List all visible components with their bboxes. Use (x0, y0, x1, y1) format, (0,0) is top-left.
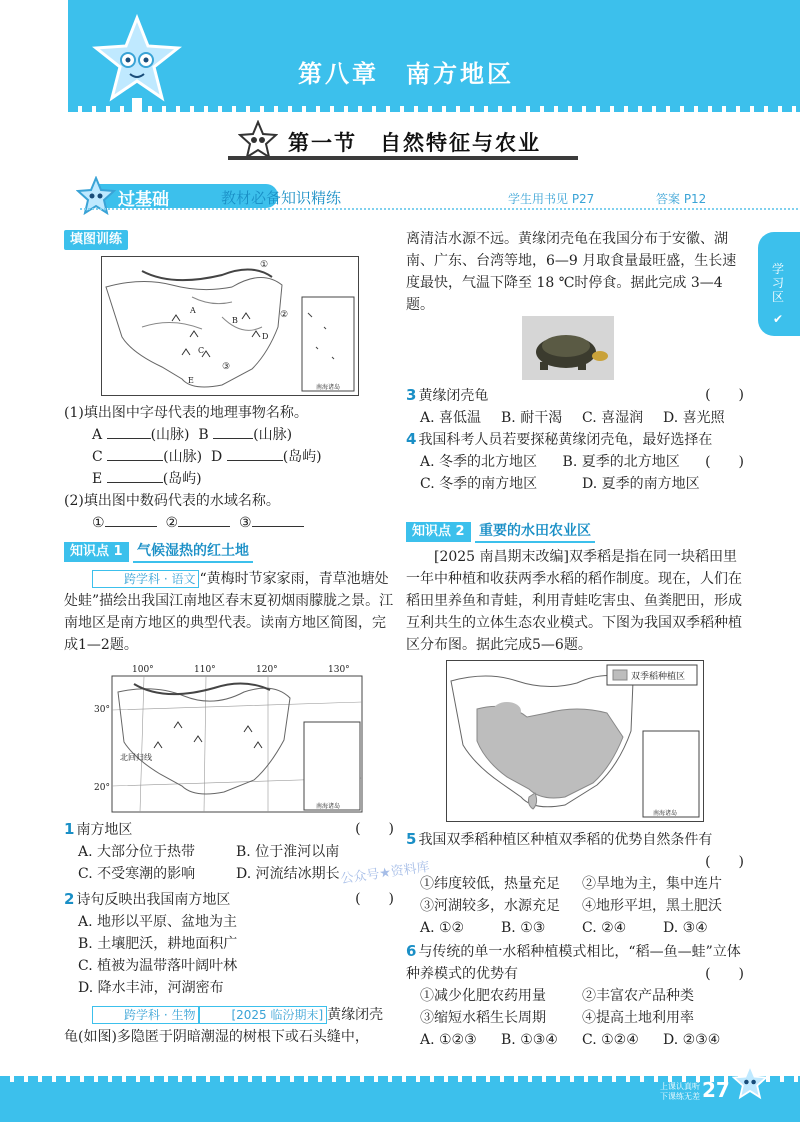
q1-item-b-blank[interactable] (213, 438, 253, 439)
basics-banner (76, 184, 726, 212)
map-point-3: ③ (222, 362, 231, 372)
q3-option-b[interactable]: B. 耐干渴 (501, 410, 563, 426)
question-2 (64, 888, 394, 999)
q6-option-a[interactable]: A. ①②③ (420, 1032, 477, 1048)
q2-option-d[interactable]: D. 降水丰沛，河湖密布 (78, 980, 224, 996)
q3-option-a[interactable]: A. 喜低温 (420, 410, 482, 426)
q1-answer-paren[interactable]: ( ) (355, 821, 394, 837)
q5-statement-1: ①纬度较低，热量充足 (420, 876, 560, 892)
q1-item-e-letter: E (92, 471, 103, 487)
q2-blank-2[interactable] (178, 526, 230, 527)
kp1-intro-text (64, 568, 394, 656)
q5-statement-2: ②旱地为主，集中连片 (582, 876, 722, 892)
map-point-2: ② (280, 310, 289, 320)
q2-item-1: ① (92, 515, 105, 531)
turtle-passage-left (64, 1004, 394, 1048)
turtle-source-tag: [2025 临汾期末] (199, 1006, 327, 1024)
q1-option-a[interactable]: A. 大部分位于热带 (78, 844, 196, 860)
fill-map-q2: (2)填出图中数码代表的水域名称。 (64, 493, 280, 509)
footer-mascot-icon (732, 1064, 768, 1100)
lon-label-120: 120° (256, 665, 278, 675)
q1-number: 1 (64, 820, 75, 838)
q3-option-d[interactable]: D. 喜光照 (663, 410, 725, 426)
q3-stem: 黄缘闭壳龟 (418, 388, 489, 404)
q3-number: 3 (406, 386, 417, 404)
q3-option-c[interactable]: C. 喜湿润 (582, 410, 644, 426)
lon-label-130: 130° (328, 665, 350, 675)
q5-stem: 我国双季稻种植区种植双季稻的优势自然条件有 (418, 832, 713, 848)
lon-label-100: 100° (132, 665, 154, 675)
kp2-intro-text (406, 546, 744, 656)
q6-statements-row-2 (406, 1007, 744, 1029)
q2-stem: 诗句反映出我国南方地区 (76, 892, 231, 908)
kp1-intro-body: “黄梅时节家家雨，青草池塘处处蛙”描绘出我国江南地区春末夏初烟雨朦胧之景。江南地区是南方地区的典型代表。读南方地区简图，完成1—2题。 (64, 571, 394, 653)
footer-slogan-2: 下课练无差 (660, 1092, 700, 1101)
q6-answer-paren[interactable]: ( ) (705, 966, 744, 982)
q5-option-a[interactable]: A. ①② (420, 920, 465, 936)
q2-item-2: ② (165, 515, 179, 531)
footer-slogan (660, 1082, 700, 1102)
q4-answer-paren[interactable]: ( ) (705, 454, 744, 470)
q6-statement-2: ②丰富农产品种类 (582, 988, 694, 1004)
map-point-1: ① (260, 260, 269, 270)
q1-options-row-1 (64, 841, 394, 863)
q1-item-d-suffix: (岛屿) (282, 449, 322, 465)
q5-statements-row-2 (406, 895, 744, 917)
q2-blank-3[interactable] (252, 526, 304, 527)
q4-option-b[interactable]: B. 夏季的北方地区 (562, 454, 680, 470)
banner-dotted-line (80, 208, 800, 210)
kp2-badge: 知识点 2 (406, 522, 471, 542)
q1-item-e-blank[interactable] (107, 482, 163, 483)
q6-option-b[interactable]: B. ①③④ (501, 1032, 558, 1048)
q5-number: 5 (406, 830, 417, 848)
q6-options-row (406, 1029, 744, 1051)
q2-answer-paren[interactable]: ( ) (355, 891, 394, 907)
map-point-e: E (188, 376, 194, 385)
answer-reference: 答案 P12 (656, 192, 707, 206)
q1-item-a-blank[interactable] (107, 438, 151, 439)
cross-tag-chinese: 跨学科 · 语文 (92, 570, 199, 588)
q1-item-c-letter: C (92, 449, 103, 465)
q2-blank-1[interactable] (105, 526, 157, 527)
fill-map (101, 256, 359, 396)
q4-option-a[interactable]: A. 冬季的北方地区 (420, 454, 538, 470)
watermark-text: 公众号★资料库 (339, 859, 431, 888)
q1-stem: 南方地区 (76, 822, 133, 838)
q1-item-a-suffix: (山脉) (150, 427, 190, 443)
map-point-b: B (232, 316, 238, 325)
map-south-sea-label: 南海诸岛 (316, 384, 341, 391)
map-point-a: A (190, 306, 196, 315)
turtle-passage-text (64, 1004, 394, 1048)
q4-options-row-2 (406, 473, 744, 495)
banner-mascot-icon (76, 176, 116, 216)
q4-option-c[interactable]: C. 冬季的南方地区 (420, 476, 538, 492)
q5-answer-paren[interactable]: ( ) (705, 854, 744, 870)
turtle-passage-right: 离清洁水源不远。黄缘闭壳龟在我国分布于安徽、湖南、广东、台湾等地，6—9 月取食量最旺盛，生长速度最快，气温下降至 18 ℃时停食。据此完成 3—4 题。 (406, 231, 737, 313)
q5-options-row (406, 917, 744, 939)
question-3 (406, 384, 744, 429)
book-reference: 学生用书见 P27 (508, 192, 595, 206)
south-region-map (94, 662, 364, 814)
cross-tag-biology: 跨学科 · 生物 (92, 1006, 199, 1024)
fill-map-q1: (1)填出图中字母代表的地理事物名称。 (64, 405, 308, 421)
south-region-map-drawing (94, 662, 364, 814)
q1-item-d-blank[interactable] (227, 460, 283, 461)
q6-statement-3: ③缩短水稻生长周期 (420, 1010, 546, 1026)
double-rice-map (446, 660, 704, 822)
kp2-intro (406, 546, 744, 656)
double-rice-map-drawing (447, 661, 703, 821)
kp2-source: [2025 南昌期末改编] (434, 549, 570, 565)
q1-option-b[interactable]: B. 位于淮河以南 (236, 844, 340, 860)
tropic-line-label: 北回归线 (120, 753, 152, 762)
q2-option-c[interactable]: C. 植被为温带落叶阔叶林 (78, 958, 238, 974)
q6-statement-1: ①减少化肥农药用量 (420, 988, 546, 1004)
banner-subtitle: 教材必备知识精练 (221, 189, 342, 207)
q5-statement-3: ③河湖较多，水源充足 (420, 898, 560, 914)
q6-option-c[interactable]: C. ①②④ (582, 1032, 639, 1048)
mascot-star-icon (92, 14, 182, 114)
q1-row-1 (64, 424, 394, 446)
side-tab-label[interactable]: 学习区 (771, 262, 784, 304)
fill-map-tag: 填图训练 (64, 230, 128, 250)
q1-item-d-letter: D (211, 449, 223, 465)
q4-number: 4 (406, 430, 417, 448)
q2-item-3: ③ (238, 515, 252, 531)
kp2-heading (406, 520, 744, 543)
question-6 (406, 940, 744, 1051)
question-5 (406, 828, 744, 939)
q3-options-row (406, 407, 744, 429)
q2-option-a[interactable]: A. 地形以平原、盆地为主 (78, 914, 238, 930)
turtle-photo (522, 316, 614, 380)
q4-options-row-1 (406, 451, 705, 473)
q5-statement-4: ④地形平坦，黑土肥沃 (582, 898, 722, 914)
turtle-passage-left-body: 黄缘闭壳龟(如图)多隐匿于阴暗潮湿的树根下或石头缝中， (64, 1007, 384, 1045)
q6-stem: 与传统的单一水稻种植模式相比，“稻—鱼—蛙”立体种养模式的优势有 (406, 944, 741, 982)
kp1-title: 气候湿热的红土地 (133, 541, 253, 563)
checkmark-icon: ✔ (772, 312, 784, 326)
lat-label-30: 30° (94, 705, 110, 715)
q1-item-e-suffix: (岛屿) (162, 471, 202, 487)
kp2-title: 重要的水田农业区 (475, 521, 595, 543)
q4-stem: 我国科考人员若要探秘黄缘闭壳龟，最好选择在 (418, 432, 713, 448)
q1-row-2 (64, 446, 394, 468)
q4-option-d[interactable]: D. 夏季的南方地区 (582, 476, 700, 492)
map-point-c: C (198, 346, 205, 355)
question-4 (406, 428, 744, 495)
q6-option-d[interactable]: D. ②③④ (663, 1032, 721, 1048)
q6-statement-4: ④提高土地利用率 (582, 1010, 694, 1026)
q6-number: 6 (406, 942, 417, 960)
q1-item-b-suffix: (山脉) (253, 427, 293, 443)
q1-option-c[interactable]: C. 不受寒潮的影响 (78, 866, 196, 882)
fill-map-questions (64, 402, 394, 534)
q1-item-a-letter: A (92, 427, 103, 443)
map-point-d: D (262, 332, 269, 341)
kp1-heading (64, 540, 394, 563)
q1-option-d[interactable]: D. 河流结冰期长 (236, 866, 340, 882)
fill-map-drawing (102, 257, 358, 395)
map2-south-sea-label: 南海诸岛 (316, 803, 341, 810)
footer-slogan-1: 上课认真听 (660, 1082, 700, 1091)
q2-row (64, 512, 394, 534)
page-number: 27 (702, 1078, 730, 1102)
q6-statements-row-1 (406, 985, 744, 1007)
q2-option-b[interactable]: B. 土壤肥沃，耕地面积广 (78, 936, 238, 952)
q3-answer-paren[interactable]: ( ) (705, 387, 744, 403)
section-underline (228, 156, 578, 160)
lat-label-20: 20° (94, 783, 110, 793)
banner-label: 过基础 (118, 190, 169, 210)
rice-map-legend: 双季稻种植区 (631, 672, 686, 682)
section-title: 第一节 自然特征与农业 (288, 131, 541, 155)
mascot-badge-icon (238, 120, 278, 160)
kp1-intro (64, 568, 394, 656)
chapter-title: 第八章 南方地区 (298, 60, 514, 88)
q2-number: 2 (64, 890, 75, 908)
q1-item-c-suffix: (山脉) (163, 449, 203, 465)
q1-item-b-letter: B (198, 427, 209, 443)
q5-option-d[interactable]: D. ③④ (663, 920, 708, 936)
lon-label-110: 110° (194, 665, 216, 675)
fill-map-tag-row (64, 228, 394, 250)
q1-row-3 (64, 468, 394, 490)
kp2-intro-body: 双季稻是指在同一块稻田里一年中种植和收获两季水稻的稻作制度。现在，人们在稻田里养鱼和青蛙，利用青蛙吃害虫、鱼粪肥田，形成互利共生的立体生态农业模式。下图为我国双季稻种植区分布图。据此完成5—6题。 (406, 549, 742, 653)
q1-item-c-blank[interactable] (107, 460, 163, 461)
rice-map-south-sea-label: 南海诸岛 (653, 810, 678, 817)
kp1-badge: 知识点 1 (64, 542, 129, 562)
q5-option-c[interactable]: C. ②④ (582, 920, 627, 936)
q5-statements-row-1 (406, 873, 744, 895)
q5-option-b[interactable]: B. ①③ (501, 920, 546, 936)
